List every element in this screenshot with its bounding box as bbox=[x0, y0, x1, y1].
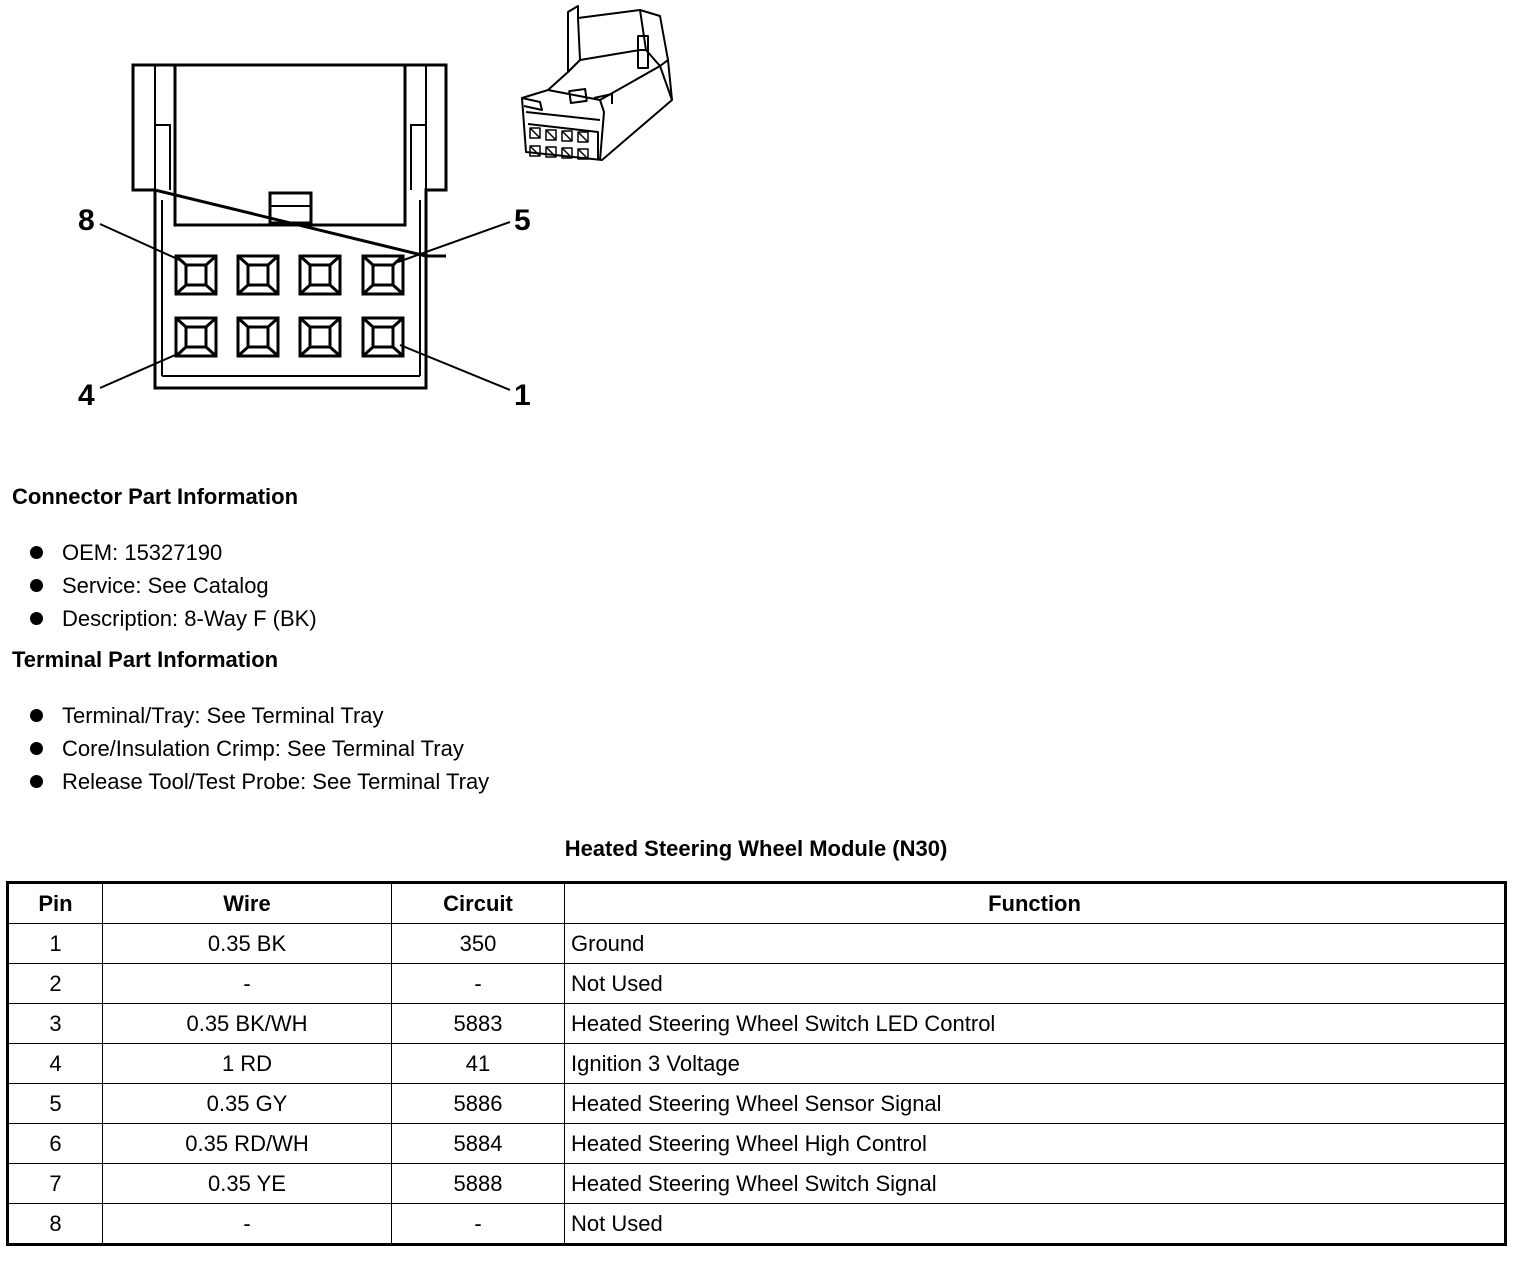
cell-function: Heated Steering Wheel Sensor Signal bbox=[565, 1084, 1506, 1124]
pin-table-title: Heated Steering Wheel Module (N30) bbox=[564, 836, 948, 861]
cell-circuit: 41 bbox=[392, 1044, 565, 1084]
cell-pin: 1 bbox=[8, 924, 103, 964]
list-item: Service: See Catalog bbox=[28, 569, 317, 602]
connector-diagram bbox=[0, 0, 720, 440]
pin-label-5: 5 bbox=[514, 204, 531, 237]
table-row bbox=[8, 1124, 1506, 1164]
cavity-2 bbox=[300, 318, 340, 356]
cell-function: Heated Steering Wheel High Control bbox=[565, 1124, 1506, 1164]
header-pin: Pin bbox=[8, 883, 103, 924]
cell-circuit: - bbox=[392, 1204, 565, 1245]
list-item: Release Tool/Test Probe: See Terminal Tray bbox=[28, 765, 489, 798]
bullet-icon bbox=[30, 579, 43, 592]
cell-pin: 2 bbox=[8, 964, 103, 1004]
cell-pin: 5 bbox=[8, 1084, 103, 1124]
table-row bbox=[8, 1204, 1506, 1245]
connector-info-list bbox=[28, 536, 317, 635]
cavity-5 bbox=[363, 256, 403, 294]
leader-line-5 bbox=[398, 222, 510, 262]
pin-table bbox=[6, 881, 1507, 1246]
cavity-7 bbox=[238, 256, 278, 294]
list-item: Description: 8-Way F (BK) bbox=[28, 602, 317, 635]
cell-wire: 1 RD bbox=[103, 1044, 392, 1084]
pin-label-1: 1 bbox=[514, 379, 531, 412]
leader-line-1 bbox=[400, 345, 510, 390]
cavity-3 bbox=[238, 318, 278, 356]
terminal-info-title: Terminal Part Information bbox=[12, 647, 279, 672]
cell-wire: - bbox=[103, 1204, 392, 1245]
cell-circuit: 5888 bbox=[392, 1164, 565, 1204]
cell-wire: 0.35 BK/WH bbox=[103, 1004, 392, 1044]
bullet-icon bbox=[30, 775, 43, 788]
list-item: Terminal/Tray: See Terminal Tray bbox=[28, 699, 489, 732]
connector-latch-channel bbox=[175, 65, 405, 225]
cell-circuit: 5883 bbox=[392, 1004, 565, 1044]
cell-function: Ground bbox=[565, 924, 1506, 964]
terminal-info-list bbox=[28, 699, 489, 798]
bullet-icon bbox=[30, 709, 43, 722]
header-function: Function bbox=[565, 883, 1506, 924]
cell-circuit: - bbox=[392, 964, 565, 1004]
cell-circuit: 350 bbox=[392, 924, 565, 964]
table-row bbox=[8, 924, 1506, 964]
table-row bbox=[8, 1044, 1506, 1084]
cavity-1 bbox=[363, 318, 403, 356]
cell-circuit: 5886 bbox=[392, 1084, 565, 1124]
pin-label-8: 8 bbox=[78, 204, 95, 237]
header-wire: Wire bbox=[103, 883, 392, 924]
leader-line-8 bbox=[100, 224, 184, 262]
leader-line-4 bbox=[100, 352, 182, 388]
cell-pin: 3 bbox=[8, 1004, 103, 1044]
cell-circuit: 5884 bbox=[392, 1124, 565, 1164]
table-row bbox=[8, 1164, 1506, 1204]
bullet-icon bbox=[30, 742, 43, 755]
connector-isometric-view bbox=[522, 6, 672, 160]
table-row bbox=[8, 964, 1506, 1004]
cell-function: Not Used bbox=[565, 964, 1506, 1004]
header-circuit: Circuit bbox=[392, 883, 565, 924]
cell-wire: 0.35 GY bbox=[103, 1084, 392, 1124]
cell-pin: 7 bbox=[8, 1164, 103, 1204]
cell-pin: 6 bbox=[8, 1124, 103, 1164]
terminal-cavities bbox=[176, 256, 403, 356]
cell-function: Not Used bbox=[565, 1204, 1506, 1245]
table-header-row bbox=[8, 883, 1506, 924]
cavity-6 bbox=[300, 256, 340, 294]
pin-label-4: 4 bbox=[78, 379, 95, 412]
cell-wire: - bbox=[103, 964, 392, 1004]
cell-function: Heated Steering Wheel Switch Signal bbox=[565, 1164, 1506, 1204]
cell-pin: 8 bbox=[8, 1204, 103, 1245]
cell-pin: 4 bbox=[8, 1044, 103, 1084]
table-row bbox=[8, 1084, 1506, 1124]
cell-wire: 0.35 BK bbox=[103, 924, 392, 964]
cell-function: Heated Steering Wheel Switch LED Control bbox=[565, 1004, 1506, 1044]
cell-wire: 0.35 RD/WH bbox=[103, 1124, 392, 1164]
bullet-icon bbox=[30, 612, 43, 625]
bullet-icon bbox=[30, 546, 43, 559]
cell-wire: 0.35 YE bbox=[103, 1164, 392, 1204]
connector-info-title: Connector Part Information bbox=[12, 484, 299, 509]
cavity-4 bbox=[176, 318, 216, 356]
list-item: OEM: 15327190 bbox=[28, 536, 317, 569]
list-item: Core/Insulation Crimp: See Terminal Tray bbox=[28, 732, 489, 765]
cell-function: Ignition 3 Voltage bbox=[565, 1044, 1506, 1084]
table-row bbox=[8, 1004, 1506, 1044]
